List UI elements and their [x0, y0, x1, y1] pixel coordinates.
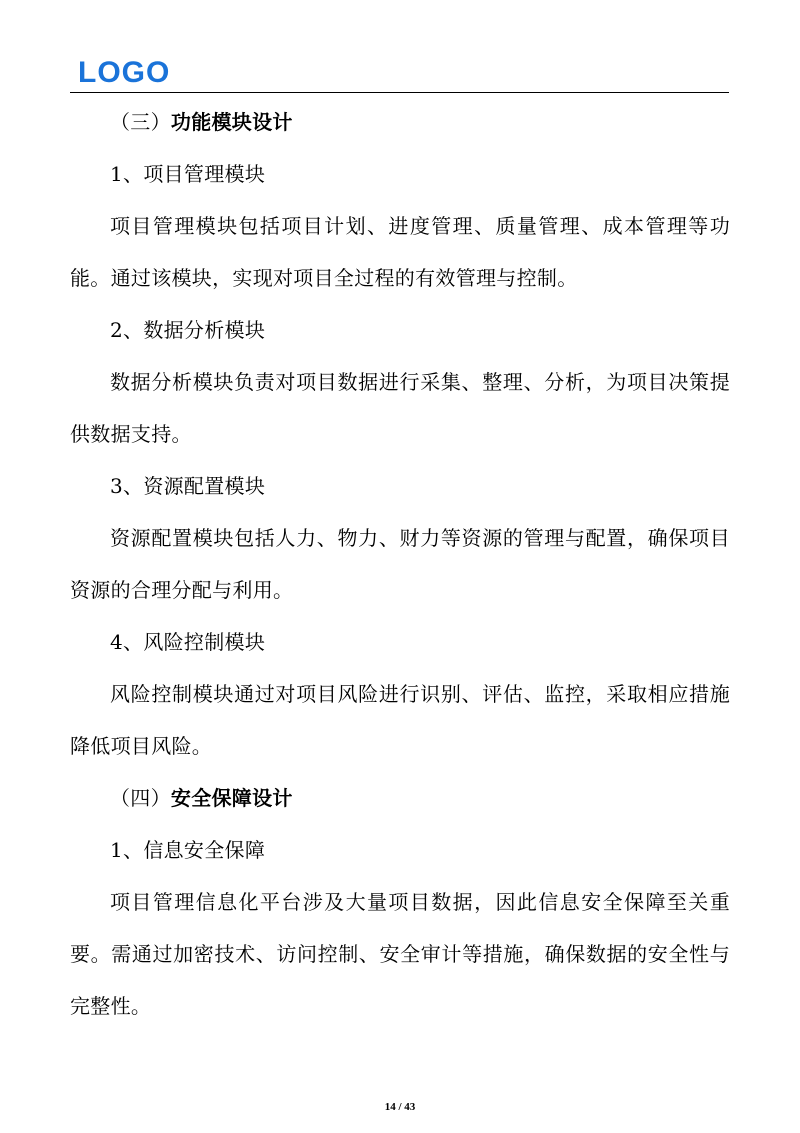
paragraph-data-analysis: 数据分析模块负责对项目数据进行采集、整理、分析，为项目决策提供数据支持。 [70, 370, 730, 446]
subheading-information-security: 1、信息安全保障 [110, 838, 266, 862]
paragraph-information-security: 项目管理信息化平台涉及大量项目数据，因此信息安全保障至关重要。需通过加密技术、访问控制、安全审计等措施，确保数据的安全性与完整性。 [70, 890, 730, 1018]
section-heading-prefix: （四） [110, 786, 171, 810]
subheading-risk-control: 4、风险控制模块 [110, 630, 266, 654]
subheading-resource-allocation: 3、资源配置模块 [110, 474, 266, 498]
paragraph-risk-control: 风险控制模块通过对项目风险进行识别、评估、监控，采取相应措施降低项目风险。 [70, 682, 730, 758]
page-header [70, 0, 729, 93]
section-heading-prefix: （三） [110, 110, 171, 134]
page-number: 14 / 43 [384, 1101, 416, 1113]
paragraph-resource-allocation: 资源配置模块包括人力、物力、财力等资源的管理与配置，确保项目资源的合理分配与利用。 [70, 526, 730, 602]
paragraph-project-management: 项目管理模块包括项目计划、进度管理、质量管理、成本管理等功能。通过该模块，实现对项目全过程的有效管理与控制。 [70, 214, 730, 290]
section-heading-title: 安全保障设计 [170, 786, 293, 810]
logo: LOGO [78, 56, 171, 89]
subheading-project-management: 1、项目管理模块 [110, 162, 266, 186]
section-heading-title: 功能模块设计 [170, 110, 293, 134]
section-heading-4 [70, 772, 730, 824]
document-body [70, 96, 730, 1032]
subheading-data-analysis: 2、数据分析模块 [110, 318, 266, 342]
section-heading-3 [70, 96, 730, 148]
